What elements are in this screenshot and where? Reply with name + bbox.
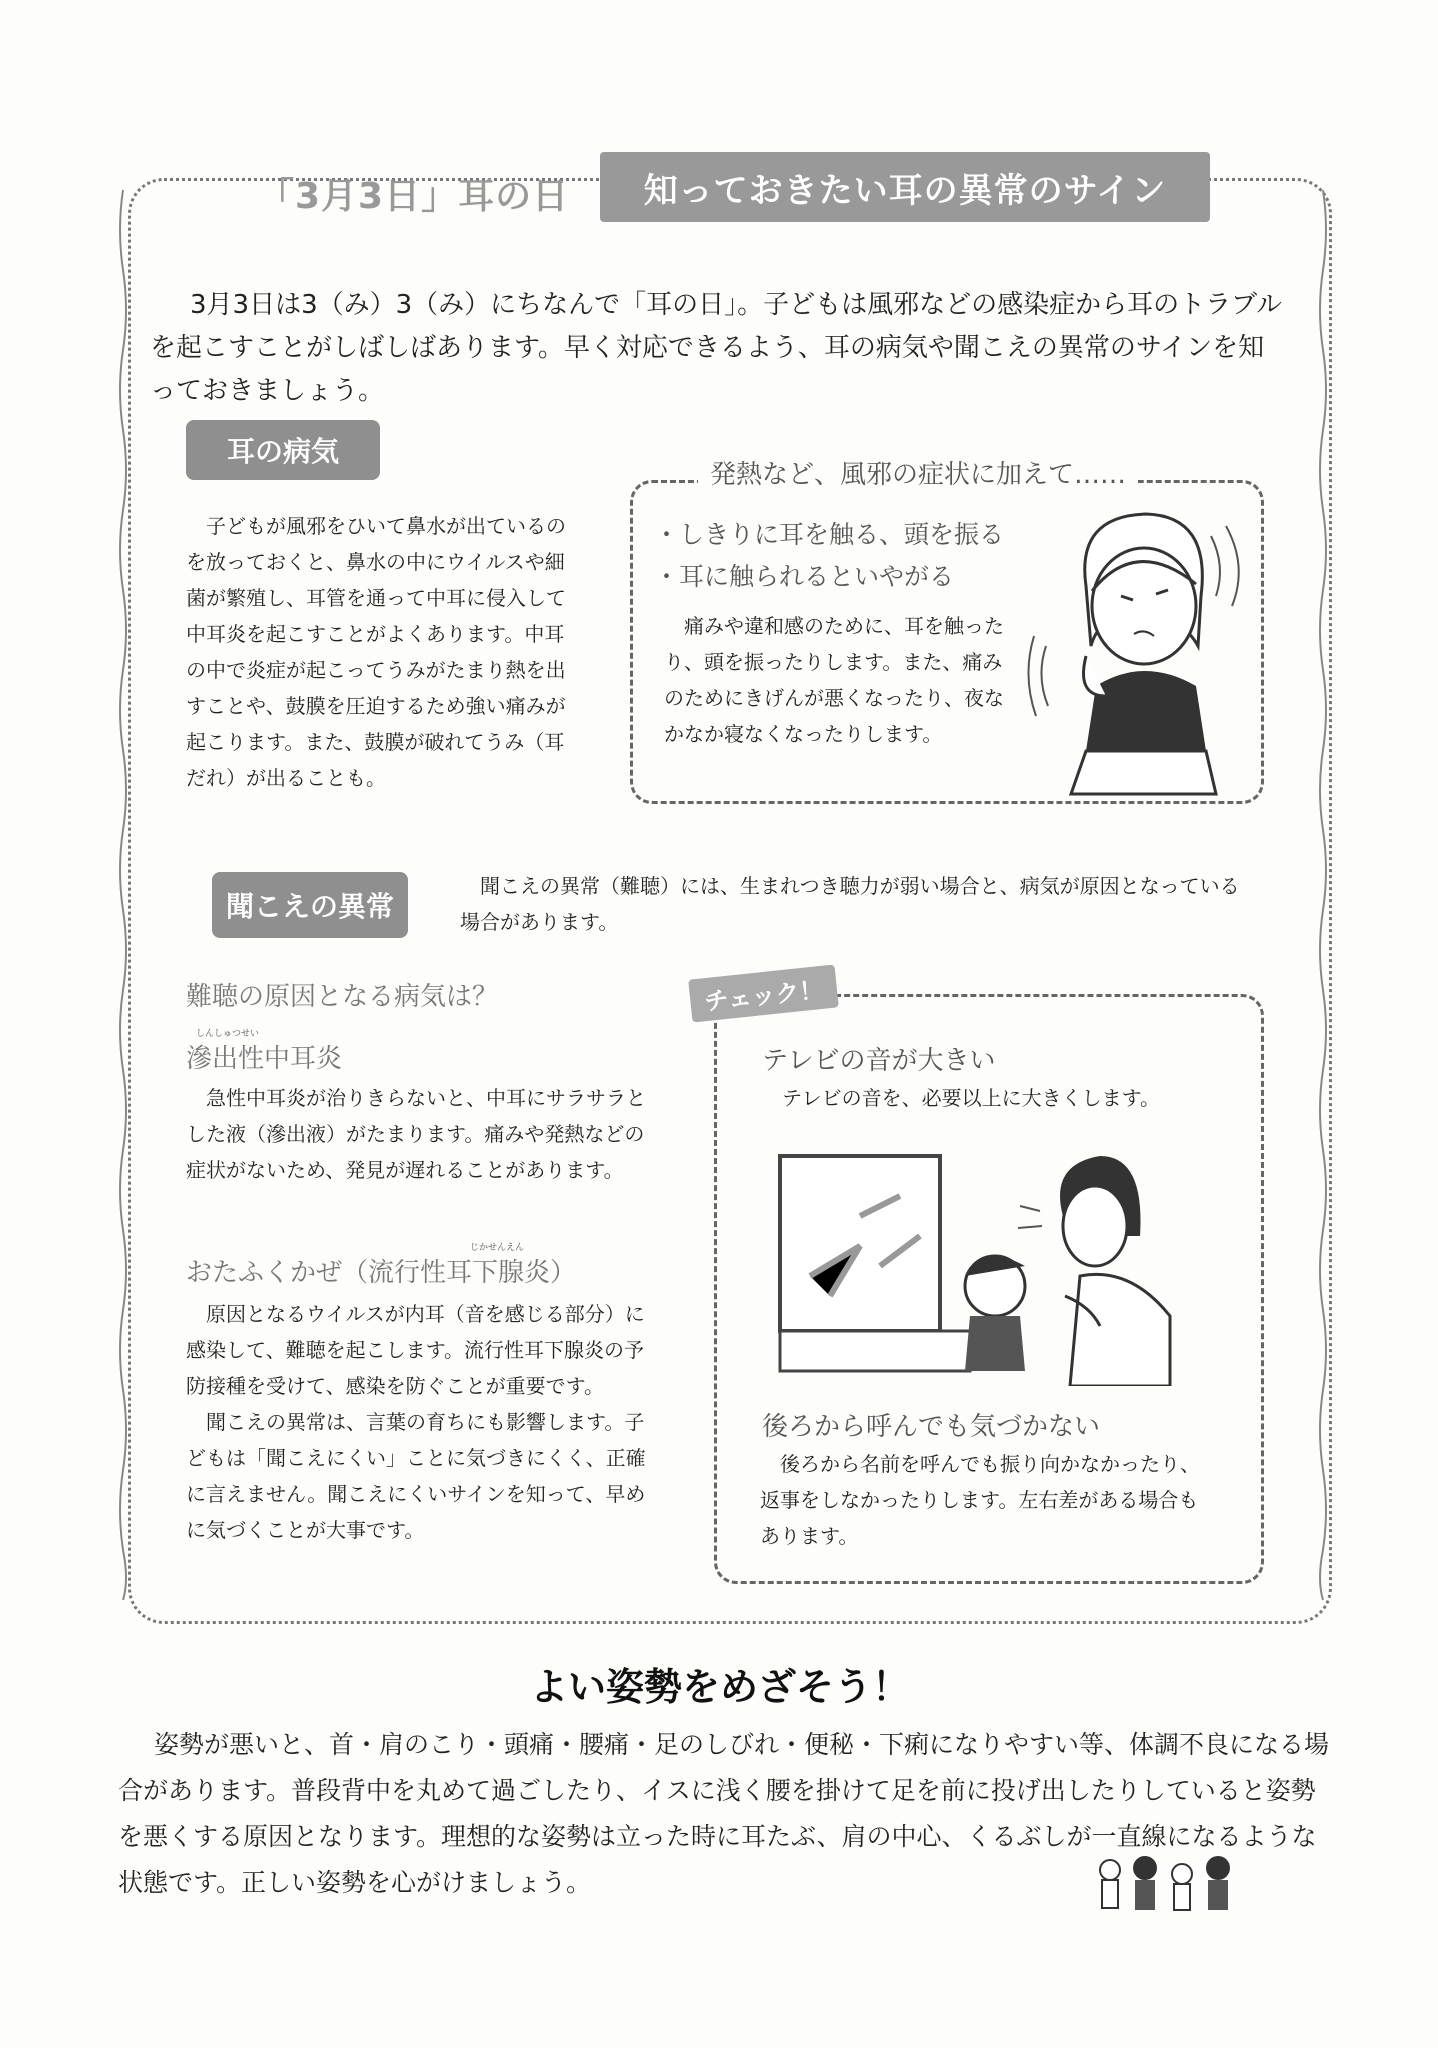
sign1-title: テレビの音が大きい	[762, 1046, 996, 1076]
intro-text: 3月3日は3（み）3（み）にちなんで「耳の日」。子どもは風邪などの感染症から耳のトラブルを起こすことがしばしばあります。早く対応できるよう、耳の病気や聞こえの異常のサインを知っておきましょう。	[150, 290, 1283, 406]
cold-box-text	[664, 608, 1016, 752]
disease1-paragraph: 急性中耳炎が治りきらないと、中耳にサラサラとした液（滲出液）がたまります。痛みや発熱などの症状がないため、発見が遅れることがあります。	[186, 1086, 646, 1182]
posture-text: 姿勢が悪いと、首・肩のこり・頭痛・腰痛・足のしびれ・便秘・下痢になりやすい等、体調不良になる場合があります。普段背中を丸めて過ごしたり、イスに浅く腰を掛けて足を前に投げ出したりしていると姿勢を悪くする原因となります。理想的な姿勢は立った時に耳たぶ、肩の中心、くるぶしが一直線になるような状態です。正しい姿勢を心がけましょう。	[118, 1730, 1330, 1897]
posture-title: よい姿勢をめざそう！	[529, 1665, 910, 1709]
sign2-paragraph: 後ろから名前を呼んでも振り向かなかったり、返事をしなかったりします。左右差がある場合もあります。	[760, 1452, 1200, 1548]
disease1-title: 滲出性中耳炎	[186, 1044, 343, 1074]
cold-bullets	[654, 514, 1034, 598]
vine-left-decoration	[116, 190, 130, 1600]
disease2-ruby: じかせんえん	[470, 1243, 525, 1253]
disease1-ruby: しんしゅつせい	[196, 1029, 260, 1039]
disease1-text	[186, 1080, 648, 1188]
hearing-intro	[460, 868, 1250, 940]
disease2-text	[186, 1296, 648, 1548]
vine-right-decoration	[1316, 190, 1330, 1600]
ear-disease-badge: 耳の病気	[186, 420, 380, 480]
disease2-paragraph: 原因となるウイルスが内耳（音を感じる部分）に感染して、難聴を起こします。流行性耳下腺炎の予防接種を受けて、感染を防ぐことが重要です。	[186, 1302, 645, 1398]
main-title: 知っておきたい耳の異常のサイン	[600, 152, 1210, 222]
hearing-badge: 聞こえの異常	[212, 872, 408, 938]
posture-kids-illustration	[1090, 1852, 1240, 1922]
hearing-closing-paragraph: 聞こえの異常は、言葉の育ちにも影響します。子どもは「聞こえにくい」ことに気づきにくく、正確に言えません。聞こえにくいサインを知って、早めに気づくことが大事です。	[186, 1410, 646, 1542]
cold-box-title: 発熱など、風邪の症状に加えて……	[698, 454, 1138, 491]
sign2-text	[760, 1446, 1212, 1554]
ear-disease-text	[186, 508, 576, 796]
cold-bullet-1: ・しきりに耳を触る、頭を振る	[654, 520, 1005, 549]
hearing-question: 難聴の原因となる病気は？	[186, 982, 499, 1012]
cold-bullet-2: ・耳に触られるといやがる	[654, 562, 955, 591]
check-label: チェック！	[688, 964, 839, 1022]
date-title: 「3月3日」耳の日	[258, 176, 570, 217]
girl-touching-ear-illustration	[1026, 496, 1256, 796]
tv-child-parent-illustration	[770, 1126, 1190, 1386]
hearing-intro-text: 聞こえの異常（難聴）には、生まれつき聴力が弱い場合と、病気が原因となっている場合があります。	[460, 874, 1240, 934]
disease2-title: おたふくかぜ（流行性耳下腺炎）	[186, 1258, 577, 1288]
sign2-title: 後ろから呼んでも気づかない	[762, 1412, 1101, 1442]
sign1-text: テレビの音を、必要以上に大きくします。	[782, 1086, 1160, 1110]
intro-paragraph	[150, 284, 1290, 413]
cold-box-paragraph: 痛みや違和感のために、耳を触ったり、頭を振ったりします。また、痛みのためにきげんが悪くなったり、夜なかなか寝なくなったりします。	[664, 614, 1004, 746]
ear-disease-paragraph: 子どもが風邪をひいて鼻水が出ているのを放っておくと、鼻水の中にウイルスや細菌が繁殖し、耳管を通って中耳に侵入して中耳炎を起こすことがよくあります。中耳の中で炎症が起こってうみがたまり熱を出すことや、鼓膜を圧迫するため強い痛みが起こります。また、鼓膜が破れてうみ（耳だれ）が出ることも。	[186, 514, 566, 790]
